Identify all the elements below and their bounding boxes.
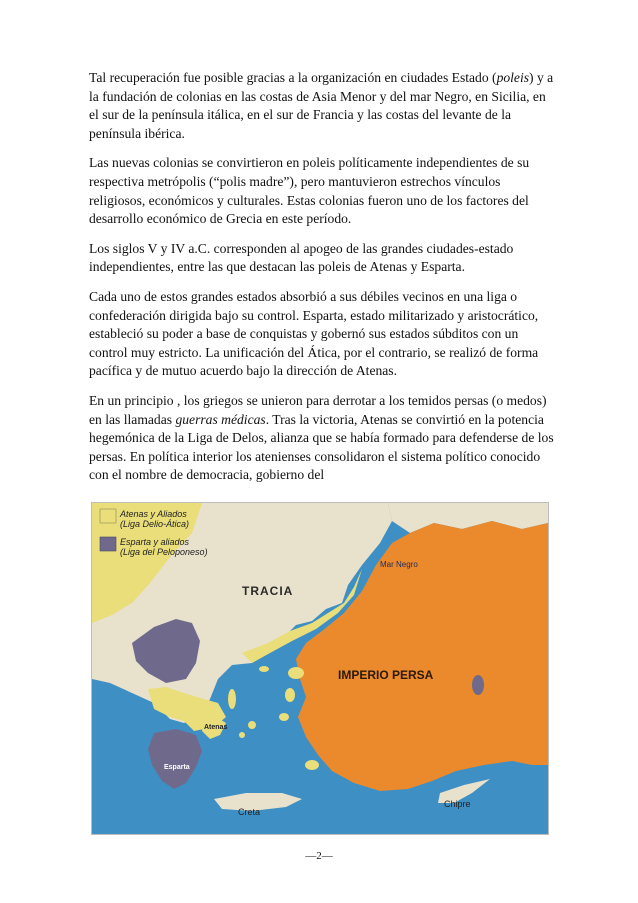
legend-sparta-title: Esparta y aliados [120,537,190,547]
legend-sparta-sub: (Liga del Peloponeso) [120,547,208,557]
paragraph-2: Las nuevas colonias se convirtieron en poleis políticamente independientes de su respectiva metrópolis (“polis madre”), pero mantuvieron estrechos vínculos religiosos, económicos y culturales. Estas colonias fueron uno de los factores del desarrollo económico de Grecia en este período. [89,155,530,227]
label-mar-negro: Mar Negro [380,560,418,569]
island-euboea [228,689,236,709]
legend-athens-sub: (Liga Delio-Ática) [120,519,190,529]
map-figure [91,502,549,835]
emphasis-poleis: poleis [496,70,530,85]
page-number: —2— [305,850,333,862]
legend-athens-title: Atenas y Aliados [120,509,187,519]
legend-swatch-sparta [100,537,116,551]
body-text [89,69,557,496]
island-chios [285,688,295,702]
paragraph-5: En un principio , los griegos se unieron para derrotar a los temidos persas (o medos) en las llamadas guerras médicas. Tras la victoria, Atenas se convirtió en la potencia hegemónica de la Liga de Delos, alianza que se había formado para defenderse de los persas. En política interior los atenienses consolidaron el sistema político conocido con el nombre de democracia, gobierno del [89,392,554,483]
paragraph-3: Los siglos V y IV a.C. corresponden al apogeo de las grandes ciudades-estado independientes, entre las que destacan las poleis de Atenas y Esparta. [89,240,514,275]
label-atenas: Atenas [204,724,228,731]
emphasis-guerras-medicas: guerras médicas [175,411,266,427]
label-chipre: Chipre [444,799,471,809]
label-tracia: TRACIA [242,584,294,598]
island-lemnos [259,666,269,672]
paragraph-1: Tal recuperación fue posible gracias a la organización en ciudades Estado (poleis) y a la fundación de colonias en las costas de Asia Menor y del mar Negro, en Sicilia, en el sur de la península itálica, en el sur de Francia y las costas del levante de la península ibérica. [89,70,554,141]
island-lesbos [288,667,304,679]
greece-map [92,503,548,834]
label-esparta: Esparta [164,764,190,771]
paragraph-4: Cada uno de estos grandes estados absorbió a sus débiles vecinos en una liga o confederación dirigida bajo su control. Esparta, estado militarizado y aristocrático, estableció su poder a base de conquistas y gobernó sus estados súbditos con un control muy estricto. La unificación del Ática, por el contrario, se realizó de forma pacífica y de mutuo acuerdo bajo la dirección de Atenas. [89,288,539,379]
label-imperio-persa: IMPERIO PERSA [338,668,434,682]
label-creta: Creta [238,807,261,817]
island-paros [239,732,245,738]
legend-swatch-athens [100,509,116,523]
island-naxos [248,721,256,729]
island-samos [279,713,289,721]
inland-lake [472,675,484,695]
island-rhodes [305,760,319,770]
